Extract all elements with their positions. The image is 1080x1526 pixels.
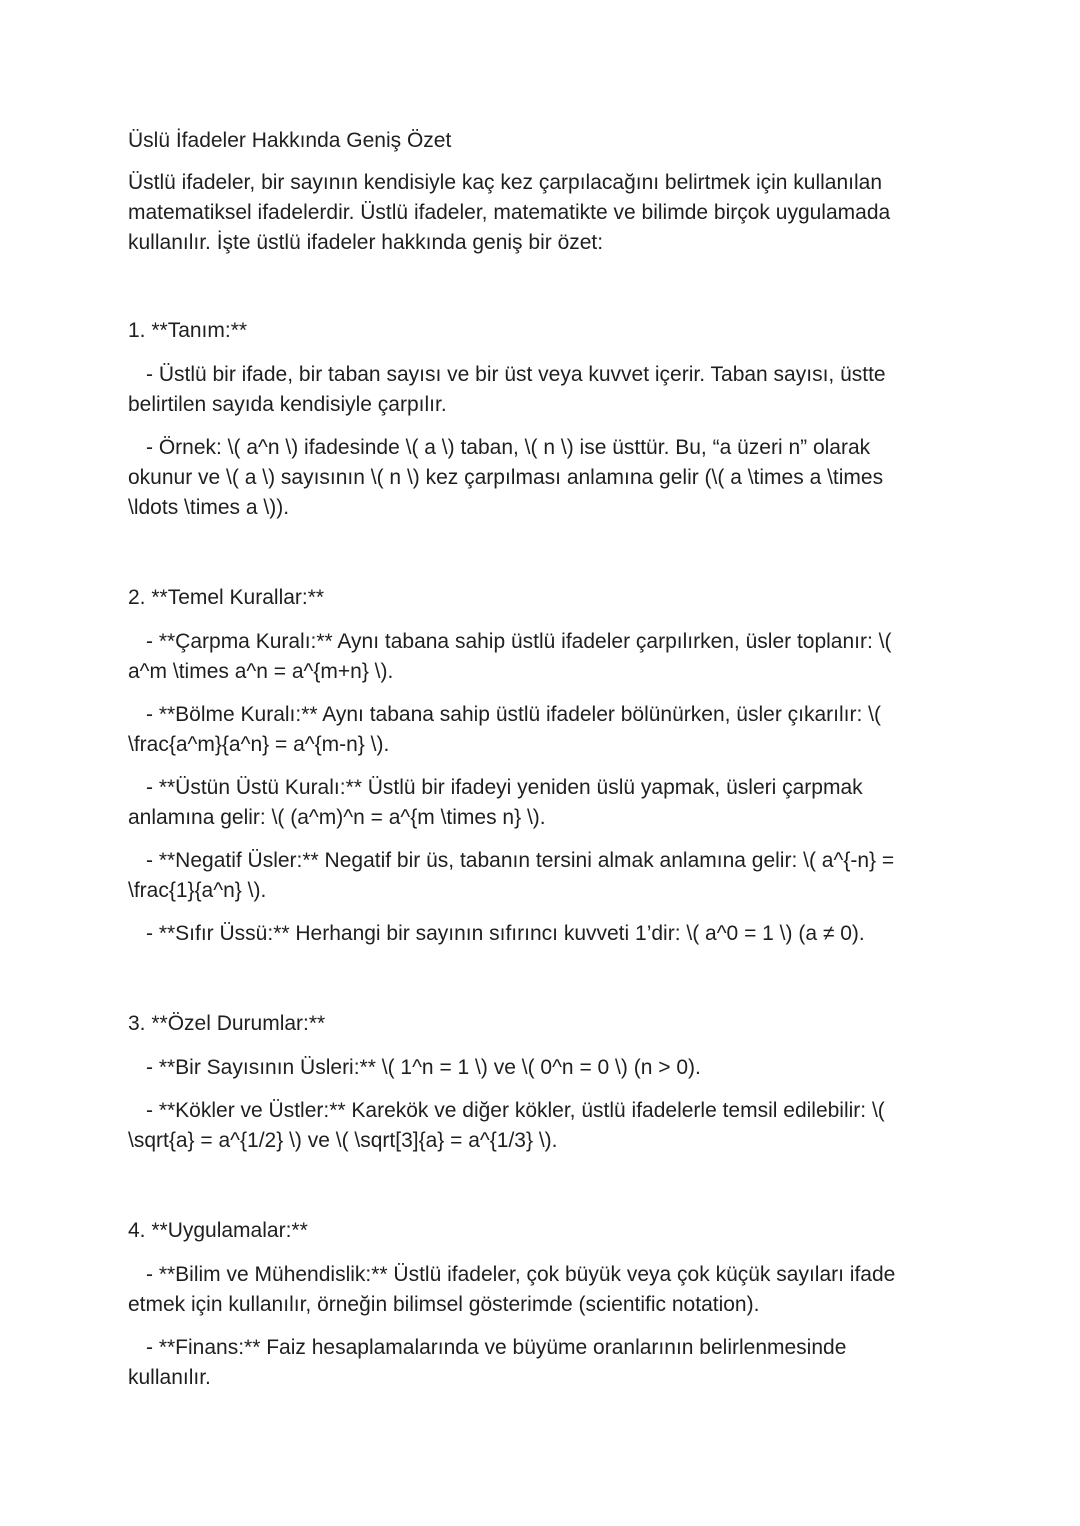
list-item: - **Negatif Üsler:** Negatif bir üs, tabanın tersini almak anlamına gelir: \( a^{-n} = \frac{1}{a^n} \). [128,849,895,902]
list-item: - **Bilim ve Mühendislik:** Üstlü ifadeler, çok büyük veya çok küçük sayıları ifade etmek için kullanılır, örneğin bilimsel gösterimde (scientific notation). [128,1263,896,1316]
list-item: - **Çarpma Kuralı:** Aynı tabana sahip üstlü ifadeler çarpılırken, üsler toplanır: \( a^m \times a^n = a^{m+n} \). [128,630,892,683]
list-item: - **Finans:** Faiz hesaplamalarında ve büyüme oranlarının belirlenmesinde kullanılır. [128,1336,847,1389]
list-item: - Örnek: \( a^n \) ifadesinde \( a \) taban, \( n \) ise üsttür. Bu, “a üzeri n” olarak okunur ve \( a \) sayısının \( n \) kez çarpılması anlamına gelir (\( a \times a \times \ldots \times a \)). [128,436,884,519]
list-item: - **Bölme Kuralı:** Aynı tabana sahip üstlü ifadeler bölünürken, üsler çıkarılır: \( \frac{a^m}{a^n} = a^{m-n} \). [128,703,881,756]
section-basic-rules [128,583,928,949]
section-heading: 3. **Özel Durumlar:** [128,1012,326,1035]
section-heading: 4. **Uygulamalar:** [128,1219,308,1242]
list-item: - **Kökler ve Üstler:** Karekök ve diğer kökler, üstlü ifadelerle temsil edilebilir: \( \sqrt{a} = a^{1/2} \) ve \( \sqrt[3]{a} = a^{1/3} \). [128,1099,885,1152]
section-heading: 1. **Tanım:** [128,319,248,342]
section-applications [128,1216,928,1393]
section-definition [128,316,928,523]
list-item: - **Bir Sayısının Üsleri:** \( 1^n = 1 \) ve \( 0^n = 0 \) (n > 0). [146,1056,701,1079]
list-item: - **Üstün Üstü Kuralı:** Üstlü bir ifadeyi yeniden üslü yapmak, üsleri çarpmak anlamına gelir: \( (a^m)^n = a^{m \times n} \). [128,776,863,829]
section-special-cases [128,1009,928,1156]
document-title: Üslü İfadeler Hakkında Geniş Özet [128,129,452,152]
intro-paragraph: Üstlü ifadeler, bir sayının kendisiyle kaç kez çarpılacağını belirtmek için kullanılan matematiksel ifadelerdir. Üstlü ifadeler, matematikte ve bilimde birçok uygulamada kullanılır. İşte üstlü ifadeler hakkında geniş bir özet: [128,171,891,254]
list-item: - **Sıfır Üssü:** Herhangi bir sayının sıfırıncı kuvveti 1’dir: \( a^0 = 1 \) (a ≠ 0). [146,922,865,945]
section-heading: 2. **Temel Kurallar:** [128,586,325,609]
list-item: - Üstlü bir ifade, bir taban sayısı ve bir üst veya kuvvet içerir. Taban sayısı, üstte belirtilen sayıda kendisiyle çarpılır. [128,363,886,416]
document-page [128,126,928,1393]
